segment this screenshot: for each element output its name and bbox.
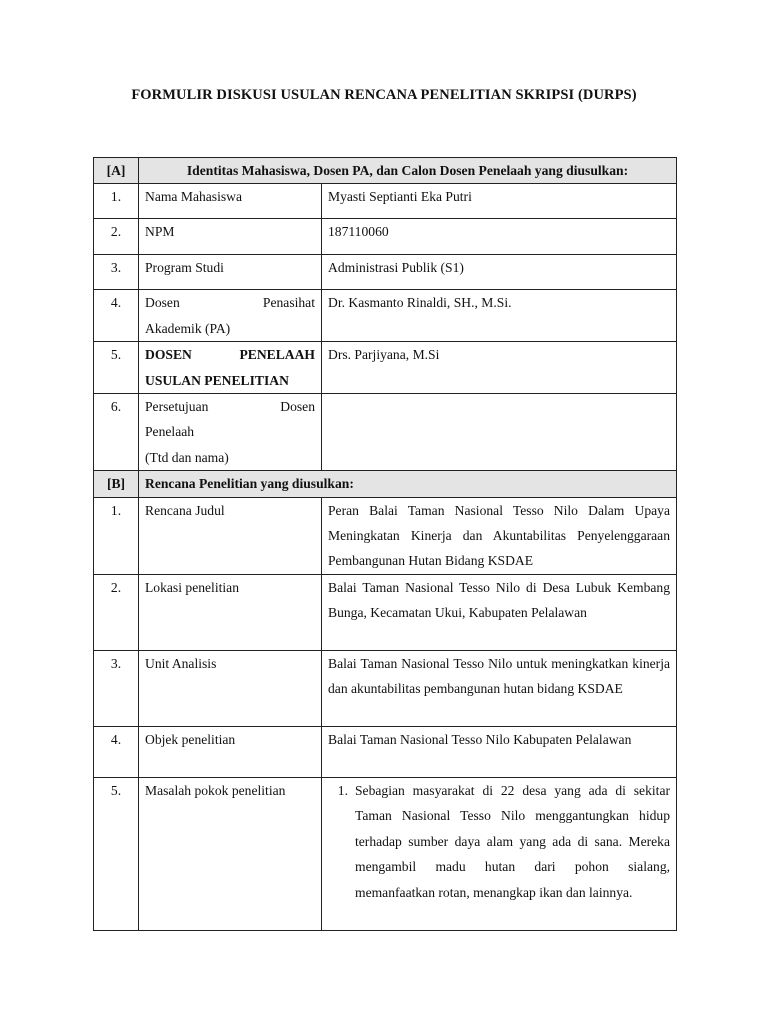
row-label: Lokasi penelitian (139, 574, 322, 650)
row-number: 3. (94, 650, 139, 726)
row-label: Masalah pokok penelitian (139, 777, 322, 930)
row-value (322, 777, 677, 930)
row-label (139, 342, 322, 394)
row-label-line: Akademik (PA) (145, 320, 231, 336)
table-row (94, 255, 677, 290)
row-value: Balai Taman Nasional Tesso Nilo untuk meningkatkan kinerja dan akuntabilitas pembangunan hutan bidang KSDAE (322, 650, 677, 726)
row-label: Rencana Judul (139, 497, 322, 574)
row-value: 187110060 (322, 219, 677, 255)
row-label-line: USULAN PENELITIAN (145, 372, 289, 388)
table-row (94, 290, 677, 342)
table-row (94, 342, 677, 394)
section-tag: [B] (94, 471, 139, 497)
table-row (94, 184, 677, 219)
row-value: Peran Balai Taman Nasional Tesso Nilo Dalam Upaya Meningkatan Kinerja dan Akuntabilitas Penyelenggaraan Pembangunan Hutan Bidang KSDAE (322, 497, 677, 574)
row-label (139, 394, 322, 471)
row-number: 4. (94, 726, 139, 777)
row-label-line: Penelaah (145, 424, 195, 440)
section-b-header (94, 471, 677, 497)
row-value: Balai Taman Nasional Tesso Nilo Kabupaten Pelalawan (322, 726, 677, 777)
row-number: 2. (94, 219, 139, 255)
row-label-line: Dosen Penasihat (145, 295, 315, 311)
row-number: 1. (94, 497, 139, 574)
row-number: 6. (94, 394, 139, 471)
table-row (94, 574, 677, 650)
list-item-number: 1. (337, 782, 348, 798)
table-row (94, 650, 677, 726)
table-row (94, 726, 677, 777)
row-label: NPM (139, 219, 322, 255)
row-label: Unit Analisis (139, 650, 322, 726)
table-row (94, 777, 677, 930)
row-label: Program Studi (139, 255, 322, 290)
durps-form-table (93, 157, 677, 931)
section-tag: [A] (94, 158, 139, 184)
row-value: Drs. Parjiyana, M.Si (322, 342, 677, 394)
row-label: Nama Mahasiswa (139, 184, 322, 219)
list-item (322, 778, 670, 905)
list-item-text: Sebagian masyarakat di 22 desa yang ada di sekitar Taman Nasional Tesso Nilo menggantungkan hidup terhadap sumber daya alam yang ada di sana. Mereka mengambil madu hutan dari pohon sialang, memanfaatkan rotan, menangkap ikan dan lainnya. (355, 782, 671, 900)
row-value: Balai Taman Nasional Tesso Nilo di Desa Lubuk Kembang Bunga, Kecamatan Ukui, Kabupaten Pelalawan (322, 574, 677, 650)
row-number: 2. (94, 574, 139, 650)
row-value: Dr. Kasmanto Rinaldi, SH., M.Si. (322, 290, 677, 342)
row-number: 1. (94, 184, 139, 219)
row-label-line: DOSEN PENELAAH (145, 347, 315, 363)
problem-list (322, 778, 670, 905)
signature-field[interactable] (322, 394, 677, 471)
row-label (139, 290, 322, 342)
row-label-line: Persetujuan Dosen (145, 399, 315, 415)
row-number: 4. (94, 290, 139, 342)
row-label-line: (Ttd dan nama) (145, 449, 229, 465)
table-row (94, 394, 677, 471)
document-title: FORMULIR DISKUSI USULAN RENCANA PENELITIAN SKRIPSI (DURPS) (131, 87, 637, 103)
section-title: Rencana Penelitian yang diusulkan: (139, 471, 677, 497)
section-a-header (94, 158, 677, 184)
row-value: Administrasi Publik (S1) (322, 255, 677, 290)
row-number: 5. (94, 342, 139, 394)
row-number: 5. (94, 777, 139, 930)
row-label: Objek penelitian (139, 726, 322, 777)
table-row (94, 497, 677, 574)
section-title: Identitas Mahasiswa, Dosen PA, dan Calon Dosen Penelaah yang diusulkan: (139, 158, 677, 184)
table-row (94, 219, 677, 255)
row-value: Myasti Septianti Eka Putri (322, 184, 677, 219)
row-number: 3. (94, 255, 139, 290)
